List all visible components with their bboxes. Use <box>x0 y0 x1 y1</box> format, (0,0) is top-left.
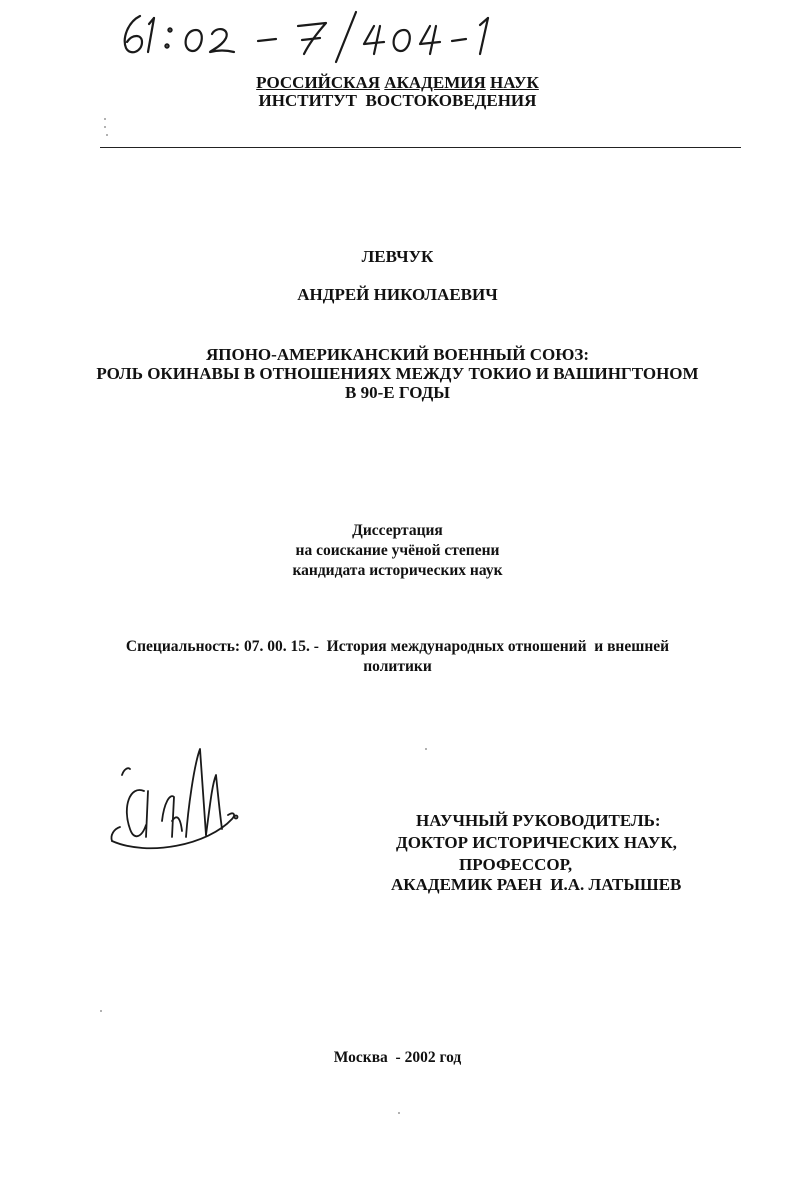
header-divider <box>100 147 741 148</box>
advisor-degree: ДОКТОР ИСТОРИЧЕСКИХ НАУК, <box>396 833 677 852</box>
author-surname: ЛЕВЧУК <box>361 247 434 266</box>
title-line-3: В 90-Е ГОДЫ <box>345 383 450 402</box>
specialty-line-2: политики <box>363 658 432 675</box>
scan-speck <box>398 1112 400 1114</box>
advisor-heading: НАУЧНЫЙ РУКОВОДИТЕЛЬ: <box>416 811 661 830</box>
scan-speck <box>100 1010 102 1012</box>
scan-speck <box>104 126 106 128</box>
title-line-2: РОЛЬ ОКИНАВЫ В ОТНОШЕНИЯХ МЕЖДУ ТОКИО И ВАШИНГТОНОМ <box>96 364 699 383</box>
academy-name-word-1: РОССИЙСКАЯ <box>256 73 381 92</box>
handwritten-archive-code <box>118 8 518 64</box>
advisor-rank: ПРОФЕССОР, <box>459 855 573 874</box>
title-line-1: ЯПОНО-АМЕРИКАНСКИЙ ВОЕННЫЙ СОЮЗ: <box>205 345 589 364</box>
dissertation-line-3: кандидата исторических наук <box>292 562 503 579</box>
handwritten-signature-drawing <box>108 745 243 855</box>
academy-name-word-3: НАУК <box>490 73 539 92</box>
author-given-names: АНДРЕЙ НИКОЛАЕВИЧ <box>297 285 498 304</box>
dissertation-line-2: на соискание учёной степени <box>295 542 500 559</box>
advisor-name: АКАДЕМИК РАЕН И.А. ЛАТЫШЕВ <box>391 875 682 894</box>
handwritten-archive-code-drawing <box>118 8 518 64</box>
specialty-line-1: Специальность: 07. 00. 15. - История международных отношений и внешней <box>125 638 670 655</box>
place-and-year: Москва - 2002 год <box>333 1049 462 1066</box>
handwritten-signature <box>108 745 243 855</box>
academy-name <box>0 73 795 93</box>
institute-name: ИНСТИТУТ ВОСТОКОВЕДЕНИЯ <box>258 91 537 110</box>
academy-name-word-2: АКАДЕМИЯ <box>384 73 486 92</box>
scan-speck <box>425 748 427 750</box>
dissertation-line-1: Диссертация <box>352 522 443 539</box>
scan-speck <box>104 118 106 120</box>
scan-speck <box>106 134 108 136</box>
